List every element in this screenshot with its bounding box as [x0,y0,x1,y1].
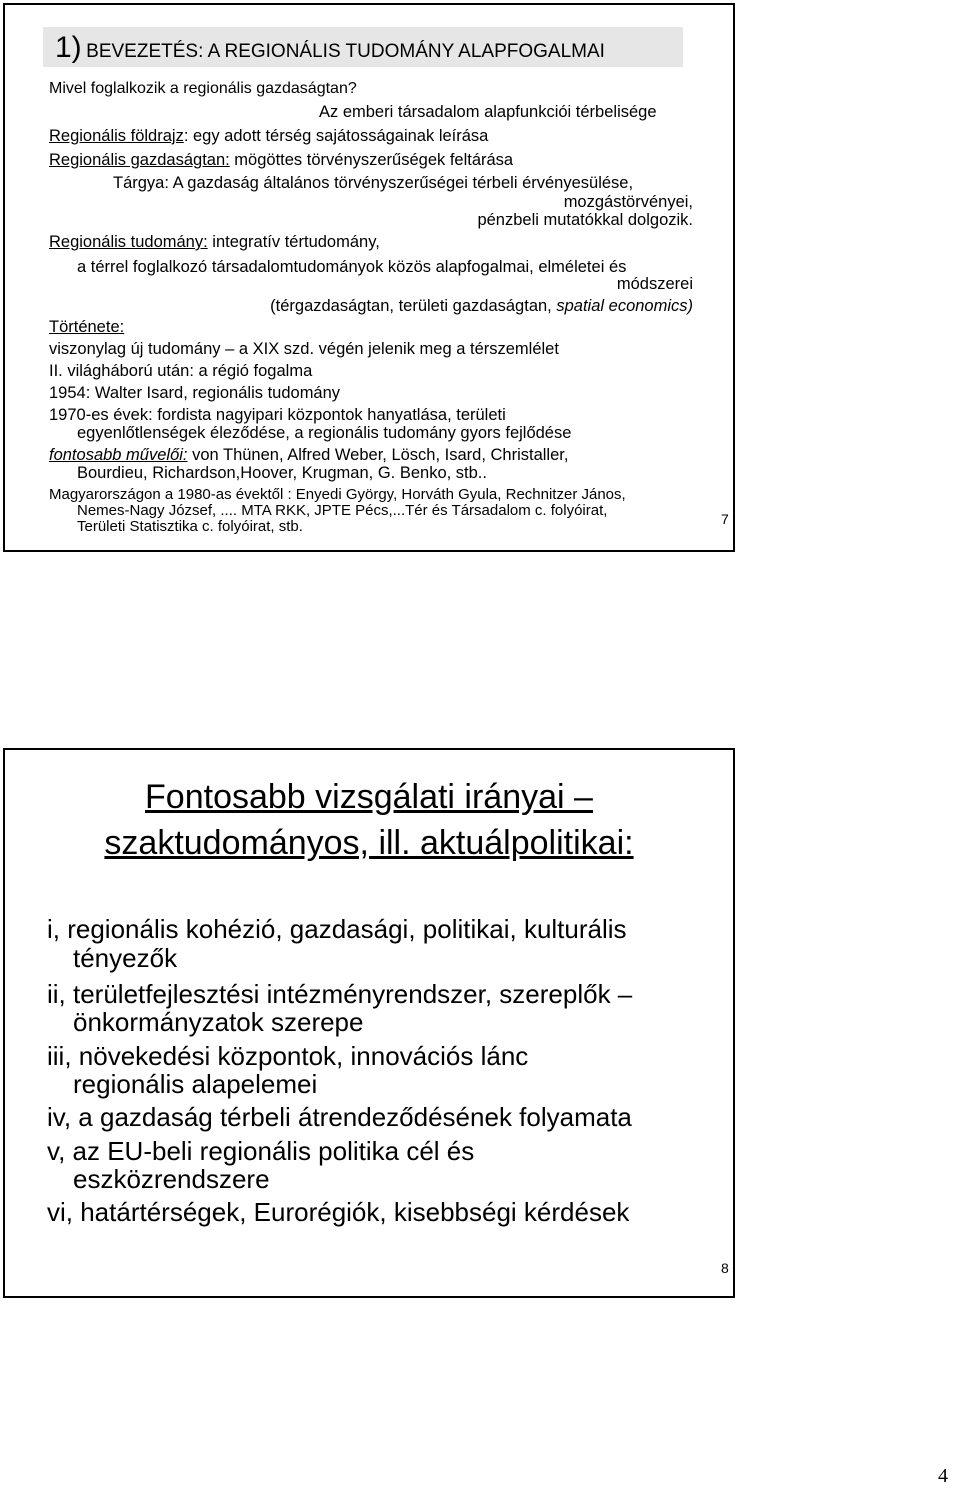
slide-title-line-1: Fontosabb vizsgálati irányai – [145,778,593,816]
list-item: tényezők [73,943,178,973]
history-4a: 1970-es évek: fordista nagyipari központok hanyatlása, területi [49,406,506,424]
question: Mivel foglalkozik a regionális gazdaságtan? [49,80,357,97]
title-number: 1) [55,31,82,64]
science-desc: integratív tértudomány, [207,233,380,251]
list-item: i, regionális kohézió, gazdasági, politikai, kulturális [47,914,627,944]
list-item: önkormányzatok szerepe [73,1007,364,1037]
hungary-a: Magyarországon a 1980-as évektől : Enyedi György, Horváth Gyula, Rechnitzer János, [49,486,626,503]
slide-8 [3,748,735,1298]
title-text: BEVEZETÉS: A REGIONÁLIS TUDOMÁNY ALAPFOGALMAI [86,41,605,62]
page-number: 4 [938,1465,948,1487]
science-line-4 [270,297,693,316]
science-line-4-text: (térgazdaságtan, területi gazdaságtan, [270,297,557,315]
list-item: regionális alapelemei [73,1069,318,1099]
geo-desc: : egy adott térség sajátosságainak leírása [183,127,489,145]
science-line-2: a térrel foglalkozó társadalomtudományok közös alapfogalmai, elméletei és [77,258,627,276]
history-3: 1954: Walter Isard, regionális tudomány [49,384,341,402]
list-item: v, az EU-beli regionális politika cél és [47,1136,475,1166]
slide-title [55,31,605,65]
history-1: viszonylag új tudomány – a XIX szd. végén jelenik meg a térszemlélet [49,340,559,358]
subject-line-3: pénzbeli mutatókkal dolgozik. [477,211,693,229]
list-item: iv, a gazdaság térbeli átrendeződésének folyamata [47,1102,632,1132]
list-item: eszközrendszere [73,1164,270,1194]
cultivators-line [49,446,568,465]
list-item: ii, területfejlesztési intézményrendszer, szereplők – [47,979,633,1009]
slide-7 [3,3,735,552]
econ-term: Regionális gazdaságtan: [49,151,230,169]
cultivators-b: Bourdieu, Richardson,Hoover, Krugman, G. Benko, stb.. [77,464,487,482]
science-line-3: módszerei [616,275,693,293]
econ-line [49,151,513,170]
geo-term: Regionális földrajz [49,127,184,145]
spatial-line: Az emberi társadalom alapfunkciói térbelisége [319,103,657,121]
subject-line-1: Tárgya: A gazdaság általános törvényszerűségei térbeli érvényesülése, [113,174,634,192]
subject-line-2: mozgástörvényei, [563,193,693,211]
slide-title-line-2: szaktudományos, ill. aktuálpolitikai: [104,824,634,862]
cultivators-label: fontosabb művelői: [49,446,188,464]
science-line [49,233,380,252]
econ-desc: mögöttes törvényszerűségek feltárása [229,151,514,169]
hungary-c: Területi Statisztika c. folyóirat, stb. [77,518,303,535]
cultivators-a: von Thünen, Alfred Weber, Lösch, Isard, Christaller, [187,446,569,464]
history-2: II. világháború után: a régió fogalma [49,362,313,380]
geo-line [49,127,488,146]
slide-number: 7 [721,511,729,527]
spatial-economics: spatial economics) [556,297,693,315]
history-label: Története: [49,318,125,336]
science-term: Regionális tudomány: [49,233,208,251]
list-item: iii, növekedési központok, innovációs lánc [47,1041,529,1071]
list-item: vi, határtérségek, Eurorégiók, kisebbségi kérdések [47,1197,630,1227]
history-4b: egyenlőtlenségek éleződése, a regionális tudomány gyors fejlődése [77,424,572,442]
slide-number: 8 [721,1260,729,1276]
hungary-b: Nemes-Nagy József, .... MTA RKK, JPTE Pécs,...Tér és Társadalom c. folyóirat, [77,502,608,519]
